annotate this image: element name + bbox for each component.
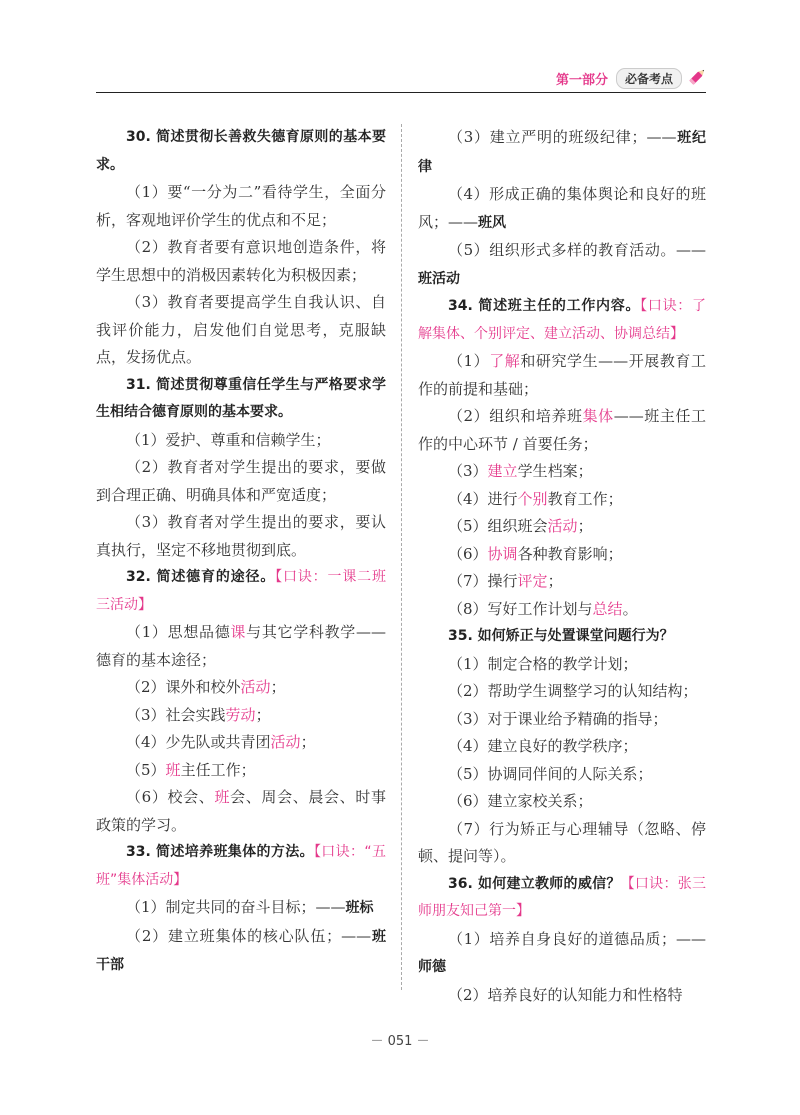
text-segment: （6） (448, 544, 488, 563)
answer-item (418, 458, 706, 486)
question-heading (418, 623, 706, 651)
text-segment: （3）教育者要提高学生自我认识、自我评价能力，启发他们自觉思考，克服缺点，发扬优点。 (96, 293, 386, 366)
text-segment: ； (577, 517, 593, 535)
mnemonic-text: 【口诀：了解集体、个别评定、建立活动、协调总结】 (418, 298, 706, 342)
keyword-text: 劳动 (225, 705, 256, 724)
text-segment: （1） (448, 352, 490, 370)
text-segment: （3）建立严明的班级纪律；—— (448, 128, 677, 146)
header-tag: 必备考点 (616, 68, 682, 89)
text-segment: （2）培养良好的认知能力和性格特 (448, 985, 683, 1004)
keyword-text: 活动 (547, 517, 578, 535)
text-segment: （4）建立良好的教学秩序； (448, 737, 638, 755)
answer-item (418, 761, 706, 789)
keyword-text: 活动 (270, 733, 301, 751)
answer-item (418, 124, 706, 181)
text-segment: 32. 简述德育的途径。 (126, 569, 276, 585)
answer-keyword: 师德 (418, 959, 446, 975)
text-segment: （1）爱护、尊重和信赖学生； (126, 430, 331, 449)
text-segment: （5）协调同伴间的人际关系； (448, 764, 653, 783)
text-segment: （1）要“一分为二”看待学生，全面分析，客观地评价学生的优点和不足； (96, 183, 386, 229)
text-segment: （4）形成正确的集体舆论和良好的班风；—— (418, 185, 706, 231)
keyword-text: 建立 (487, 462, 518, 480)
text-segment: （1）制定合格的教学计划； (448, 654, 638, 673)
text-segment: （3） (448, 462, 488, 480)
answer-item (418, 926, 706, 982)
question-heading (418, 293, 706, 348)
text-segment: （5）组织班会 (448, 517, 548, 535)
text-segment: （3）社会实践 (126, 705, 226, 724)
answer-item (418, 568, 706, 596)
answer-item (96, 179, 386, 234)
answer-item (418, 678, 706, 706)
text-segment: （1）制定共同的奋斗目标；—— (126, 898, 346, 916)
answer-item (96, 234, 386, 289)
text-segment: （8）写好工作计划与 (448, 599, 593, 618)
text-segment: 主任工作； (180, 760, 256, 779)
answer-item (418, 486, 706, 514)
answer-item (96, 784, 386, 839)
answer-item (418, 348, 706, 403)
answer-item (96, 702, 386, 730)
text-segment: 和研究学生——开展教育工作的前提和基础； (418, 352, 706, 398)
header-section-label (556, 68, 682, 89)
answer-item (418, 513, 706, 541)
answer-item (96, 923, 386, 980)
answer-item (418, 596, 706, 624)
keyword-text: 总结 (592, 599, 623, 618)
text-segment: （2）建立班集体的核心队伍；—— (126, 926, 372, 945)
answer-keyword: 班活动 (418, 270, 460, 287)
answer-keyword: 班干部 (96, 928, 387, 973)
answer-item (418, 788, 706, 816)
question-heading (96, 124, 386, 179)
keyword-text: 课 (230, 623, 247, 641)
answer-item (96, 757, 386, 785)
text-segment: （2）组织和培养班 (448, 407, 583, 425)
text-segment: （7）操行 (448, 572, 518, 590)
text-segment: （3）对于课业给予精确的指导； (448, 709, 668, 728)
answer-item (418, 733, 706, 761)
answer-item (96, 894, 386, 923)
keyword-text: 班 (165, 760, 181, 779)
text-segment: ； (255, 705, 271, 724)
text-segment: （6）校会、 (126, 788, 215, 806)
text-segment: 学生档案； (517, 462, 593, 480)
page-header (96, 62, 706, 93)
answer-item (418, 706, 706, 734)
text-segment: （6）建立家校关系； (448, 792, 593, 810)
column-divider (401, 124, 402, 990)
answer-item (96, 289, 386, 372)
answer-keyword: 班纪律 (418, 130, 707, 175)
question-heading (418, 871, 706, 926)
text-segment: 会、周会、晨会、时事政策的学习。 (96, 788, 386, 834)
text-segment: 36. 如何建立教师的威信？ (448, 875, 621, 892)
text-segment: （4）少先队或共青团 (126, 733, 271, 751)
keyword-text: 集体 (582, 407, 614, 425)
pencil-icon (686, 66, 708, 88)
answer-item (96, 454, 386, 509)
answer-item (418, 982, 706, 1010)
question-heading (96, 564, 386, 619)
text-segment: （7）行为矫正与心理辅导（忽略、停顿、提问等）。 (418, 819, 706, 865)
header-part: 第一部分 (555, 73, 608, 88)
keyword-text: 活动 (240, 678, 271, 696)
text-segment: （4）进行 (448, 489, 518, 508)
text-segment: 34. 简述班主任的工作内容。 (448, 298, 641, 314)
text-segment: （2）教育者要有意识地创造条件，将学生思想中的消极因素转化为积极因素； (96, 238, 386, 284)
answer-item (96, 619, 386, 674)
text-segment: ； (270, 678, 286, 696)
keyword-text: 了解 (489, 352, 521, 370)
text-segment: （2）帮助学生调整学习的认知结构； (448, 682, 698, 700)
answer-item (418, 403, 706, 458)
answer-item (96, 674, 386, 702)
text-segment: ； (300, 733, 316, 751)
answer-item (418, 181, 706, 237)
text-segment: （2）教育者对学生提出的要求，要做到合理正确、明确具体和严宽适度； (96, 458, 386, 504)
answer-item (96, 427, 386, 455)
answer-keyword: 班标 (345, 900, 374, 916)
right-column (418, 124, 706, 1009)
text-segment: （5） (126, 760, 166, 779)
text-segment: （1）培养自身良好的道德品质；—— (448, 929, 706, 948)
keyword-text: 班 (214, 788, 231, 806)
text-segment: 31. 简述贯彻尊重信任学生与严格要求学生相结合德育原则的基本要求。 (96, 376, 386, 420)
answer-item (418, 541, 706, 569)
text-segment: （2）课外和校外 (126, 678, 241, 696)
answer-item (418, 237, 706, 293)
question-heading (96, 372, 386, 427)
text-segment: 30. 简述贯彻长善救失德育原则的基本要求。 (96, 129, 386, 173)
text-segment: ； (547, 572, 563, 590)
mnemonic-text: 【口诀：张三师朋友知己第一】 (418, 875, 706, 919)
mnemonic-text: 【口诀：一课二班三活动】 (96, 569, 386, 613)
answer-item (96, 509, 386, 564)
answer-keyword: 班风 (478, 214, 507, 231)
text-segment: （3）教育者对学生提出的要求，要认真执行，坚定不移地贯彻到底。 (96, 513, 386, 559)
text-segment: ——班主任工作的中心环节 / 首要任务； (418, 407, 706, 453)
text-segment: 。 (622, 599, 638, 618)
answer-item (418, 816, 706, 871)
answer-item (96, 729, 386, 757)
answer-item (418, 651, 706, 679)
left-column (96, 124, 386, 980)
text-segment: （5）组织形式多样的教育活动。—— (448, 241, 706, 259)
mnemonic-text: 【口诀：“五班”集体活动】 (96, 844, 386, 888)
text-segment: 33. 简述培养班集体的方法。 (126, 844, 314, 860)
text-segment: （1）思想品德 (126, 623, 231, 641)
page-number: － 051 － (370, 1034, 430, 1049)
text-segment: 教育工作； (547, 489, 623, 508)
text-segment: 各种教育影响； (517, 544, 623, 563)
text-segment: 35. 如何矫正与处置课堂问题行为？ (448, 628, 674, 644)
question-heading (96, 839, 386, 894)
keyword-text: 个别 (517, 489, 548, 508)
text-segment: 与其它学科教学——德育的基本途径； (96, 623, 386, 669)
keyword-text: 评定 (517, 572, 548, 590)
keyword-text: 协调 (487, 544, 518, 563)
